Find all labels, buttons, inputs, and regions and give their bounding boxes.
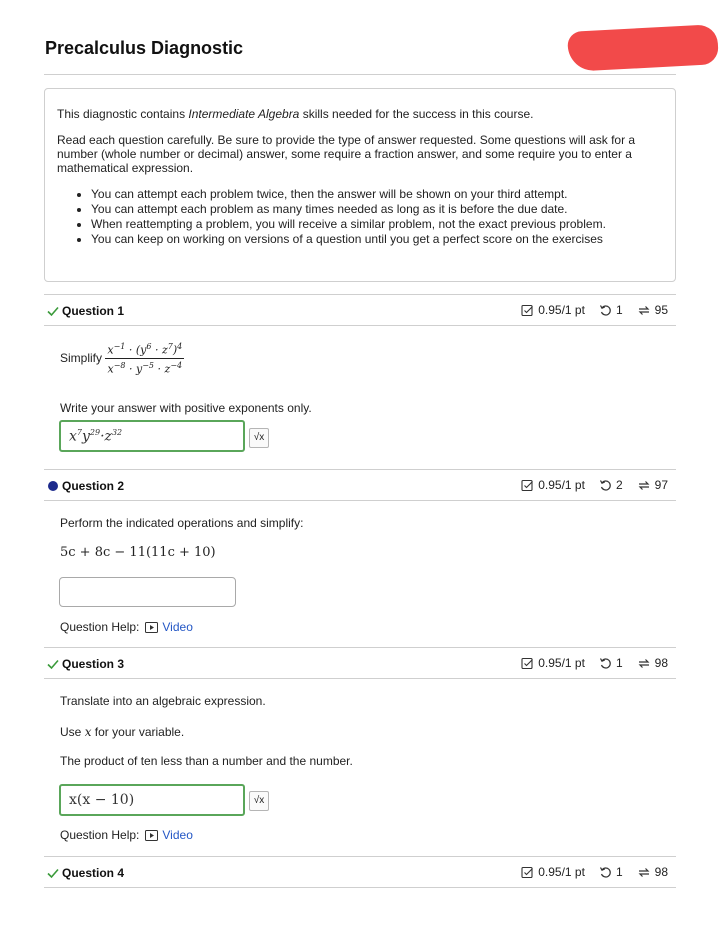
question-4-header[interactable] (44, 856, 676, 888)
math-symbol-button[interactable]: √x (249, 791, 269, 811)
math-fraction: $\frac{x^{-1} \cdot (y^6 \cdot z^7)^4}{x^{-8} \cdot y^{-5} \cdot z^{-4}}$ (107, 342, 183, 376)
question-meta (521, 865, 668, 879)
question-title: Question 3 (62, 657, 125, 671)
question-meta (521, 656, 668, 670)
video-link[interactable]: Video (145, 828, 192, 842)
answer-input[interactable] (59, 577, 236, 607)
math-expression: 5c + 8c − 11(11c + 10) (60, 545, 216, 560)
score: 0.95/1 pt (538, 478, 585, 492)
variable-instruction: Use x for your variable. (60, 725, 185, 739)
math-symbol-button[interactable]: √x (249, 428, 269, 448)
score: 0.95/1 pt (538, 656, 585, 670)
help-label: Question Help: (60, 620, 140, 634)
attempts-count: 98 (654, 865, 668, 879)
retries-count: 2 (615, 478, 623, 492)
attempts-icon (637, 657, 651, 670)
question-help (60, 828, 193, 842)
attempts-count: 98 (654, 656, 668, 670)
score-icon (521, 657, 534, 670)
answer-input[interactable]: $x^7y^{29}\cdot z^{32}$ (59, 420, 245, 452)
answer-input[interactable]: x(x − 10) (59, 784, 245, 816)
redacted-user-area (567, 24, 719, 72)
question-3-header[interactable] (44, 647, 676, 679)
question-meta (521, 478, 668, 492)
attempts-count: 95 (654, 303, 668, 317)
question-1-prompt: Simplify $\frac{x^{-1} \cdot (y^6 \cdot z^7)^4}{x^{-8} \cdot y^{-5} \cdot z^{-4}}$ (60, 342, 183, 376)
attempts-icon (637, 866, 651, 879)
play-icon (145, 830, 158, 841)
check-icon (46, 866, 60, 880)
question-help (60, 620, 193, 634)
score: 0.95/1 pt (538, 865, 585, 879)
list-item: • You can keep on working on versions of a question until you get a perfect score on the exercises (91, 232, 663, 246)
question-2-prompt: Perform the indicated operations and simplify: (60, 516, 304, 530)
in-progress-dot-icon (46, 479, 60, 493)
question-title: Question 1 (62, 304, 125, 318)
list-item: • When reattempting a problem, you will receive a similar problem, not the exact previous problem. (91, 217, 663, 231)
intro-line: This diagnostic contains Intermediate Algebra skills needed for the success in this course. (57, 107, 534, 121)
retries-count: 1 (615, 303, 623, 317)
question-3-statement: The product of ten less than a number and the number. (60, 754, 353, 768)
attempts-icon (637, 479, 651, 492)
question-meta (521, 303, 668, 317)
retry-icon (599, 866, 612, 879)
check-icon (46, 304, 60, 318)
question-3-prompt: Translate into an algebraic expression. (60, 694, 266, 708)
page-title: Precalculus Diagnostic (45, 38, 244, 58)
help-label: Question Help: (60, 828, 140, 842)
list-item: • You can attempt each problem twice, then the answer will be shown on your third attempt. (91, 187, 663, 201)
question-1-header[interactable] (44, 294, 676, 326)
question-title: Question 4 (62, 866, 125, 880)
retries-count: 1 (615, 865, 623, 879)
list-item: • You can attempt each problem as many times needed as long as it is before the due date. (91, 202, 663, 216)
check-icon (46, 657, 60, 671)
divider (44, 74, 676, 75)
instructions-panel (44, 88, 676, 282)
retry-icon (599, 479, 612, 492)
question-1-instruction: Write your answer with positive exponents only. (60, 401, 312, 415)
score: 0.95/1 pt (538, 303, 585, 317)
attempts-count: 97 (654, 478, 668, 492)
question-2-header[interactable] (44, 469, 676, 501)
retries-count: 1 (615, 656, 623, 670)
rules-list (91, 187, 663, 246)
retry-icon (599, 657, 612, 670)
question-title: Question 2 (62, 479, 125, 493)
intro-paragraph: Read each question carefully. Be sure to provide the type of answer requested. Some questions will ask for a number (whole number or decimal) answer, some require a fraction answer, and some require you to enter a mathematical expression. (57, 133, 636, 175)
score-icon (521, 304, 534, 317)
score-icon (521, 866, 534, 879)
play-icon (145, 622, 158, 633)
video-link[interactable]: Video (145, 620, 192, 634)
attempts-icon (637, 304, 651, 317)
score-icon (521, 479, 534, 492)
retry-icon (599, 304, 612, 317)
